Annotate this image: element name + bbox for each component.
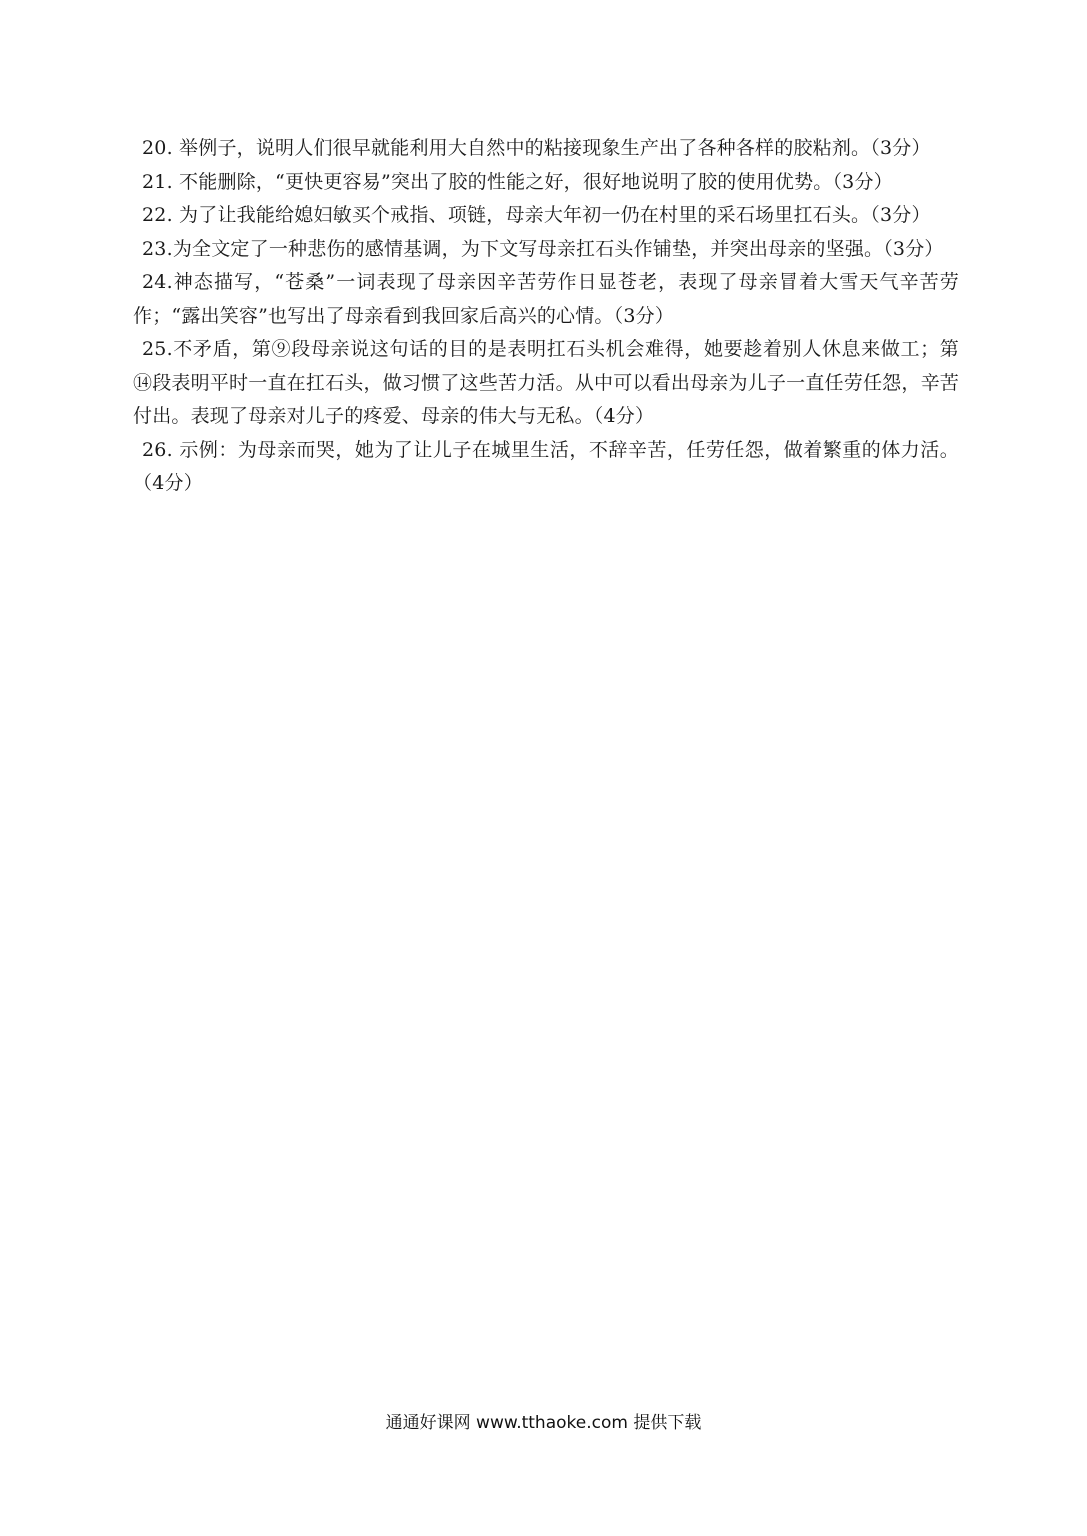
answer-23: 23.为全文定了一种悲伤的感情基调，为下文写母亲扛石头作铺垫，并突出母亲的坚强。（3分） bbox=[142, 237, 944, 260]
answer-list bbox=[133, 132, 959, 501]
answer-24: 24.神态描写，“苍桑”一词表现了母亲因辛苦劳作日显苍老，表现了母亲冒着大雪天气辛苦劳作；“露出笑容”也写出了母亲看到我回家后高兴的心情。（3分） bbox=[133, 271, 959, 327]
answer-26: 26. 示例：为母亲而哭，她为了让儿子在城里生活，不辞辛苦，任劳任怨，做着繁重的体力活。（4分） bbox=[133, 438, 959, 494]
answer-20: 20. 举例子，说明人们很早就能利用大自然中的粘接现象生产出了各种各样的胶粘剂。（3分） bbox=[142, 137, 931, 159]
answer-21: 21. 不能删除，“更快更容易”突出了胶的性能之好，很好地说明了胶的使用优势。（3分） bbox=[142, 170, 893, 193]
answer-22: 22. 为了让我能给媳妇敏买个戒指、项链，母亲大年初一仍在村里的采石场里扛石头。（3分） bbox=[142, 204, 931, 226]
answer-25: 25.不矛盾，第⑨段母亲说这句话的目的是表明扛石头机会难得，她要趁着别人休息来做工；第⑭段表明平时一直在扛石头，做习惯了这些苦力活。从中可以看出母亲为儿子一直任劳任怨，辛苦付出。表现了母亲对儿子的疼爱、母亲的伟大与无私。（4分） bbox=[133, 338, 959, 427]
page-footer: 通通好课网 www.tthaoke.com 提供下载 bbox=[385, 1413, 702, 1433]
